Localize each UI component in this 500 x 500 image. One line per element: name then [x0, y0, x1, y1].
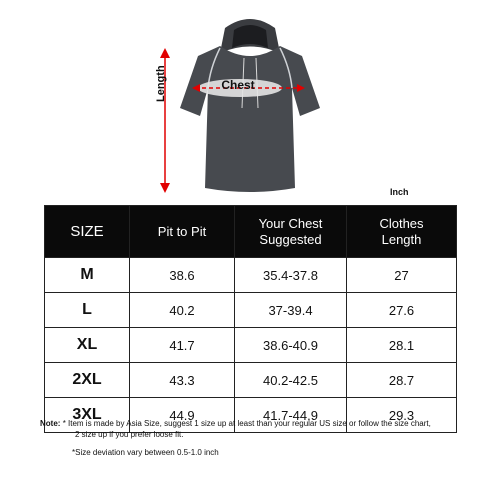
pit-cell: 44.9 [130, 398, 235, 433]
pit-cell: 40.2 [130, 293, 235, 328]
table-row [45, 258, 457, 293]
length-cell: 28.1 [347, 328, 457, 363]
shirt-diagram [150, 8, 350, 203]
chest-cell: 41.7-44.9 [235, 398, 347, 433]
pit-cell: 38.6 [130, 258, 235, 293]
header-pit-to-pit: Pit to Pit [130, 206, 235, 258]
header-clothes-length: Clothes Length [347, 206, 457, 258]
table-row [45, 293, 457, 328]
chest-label: Chest [221, 78, 255, 92]
length-cell: 27 [347, 258, 457, 293]
hooded-shirt-image [180, 19, 320, 192]
pit-cell: 41.7 [130, 328, 235, 363]
pit-cell: 43.3 [130, 363, 235, 398]
note-text-1b: 2 size up if you prefer loose fit. [75, 430, 184, 439]
note-prefix: Note: [40, 419, 61, 428]
header-chest-suggested: Your Chest Suggested [235, 206, 347, 258]
size-chart-table [44, 205, 457, 433]
table-header [45, 206, 457, 258]
note-text-1: * Item is made by Asia Size, suggest 1 size up at least than your regular US size or follow the size chart, [62, 419, 431, 428]
chest-cell: 38.6-40.9 [235, 328, 347, 363]
size-cell: L [45, 293, 130, 328]
size-cell: 3XL [45, 398, 130, 433]
chest-cell: 40.2-42.5 [235, 363, 347, 398]
header-size: SIZE [45, 206, 130, 258]
size-cell: 2XL [45, 363, 130, 398]
chest-cell: 35.4-37.8 [235, 258, 347, 293]
length-label: Length [155, 65, 167, 102]
size-cell: XL [45, 328, 130, 363]
size-notes [40, 418, 480, 458]
table-row [45, 328, 457, 363]
chest-cell: 37-39.4 [235, 293, 347, 328]
length-cell: 29.3 [347, 398, 457, 433]
note-line-2: *Size deviation vary between 0.5-1.0 inch [72, 448, 219, 457]
table-body [45, 258, 457, 433]
table-row [45, 363, 457, 398]
length-cell: 28.7 [347, 363, 457, 398]
note-line-1 [40, 418, 480, 429]
unit-label: Inch [390, 187, 409, 197]
size-cell: M [45, 258, 130, 293]
length-cell: 27.6 [347, 293, 457, 328]
